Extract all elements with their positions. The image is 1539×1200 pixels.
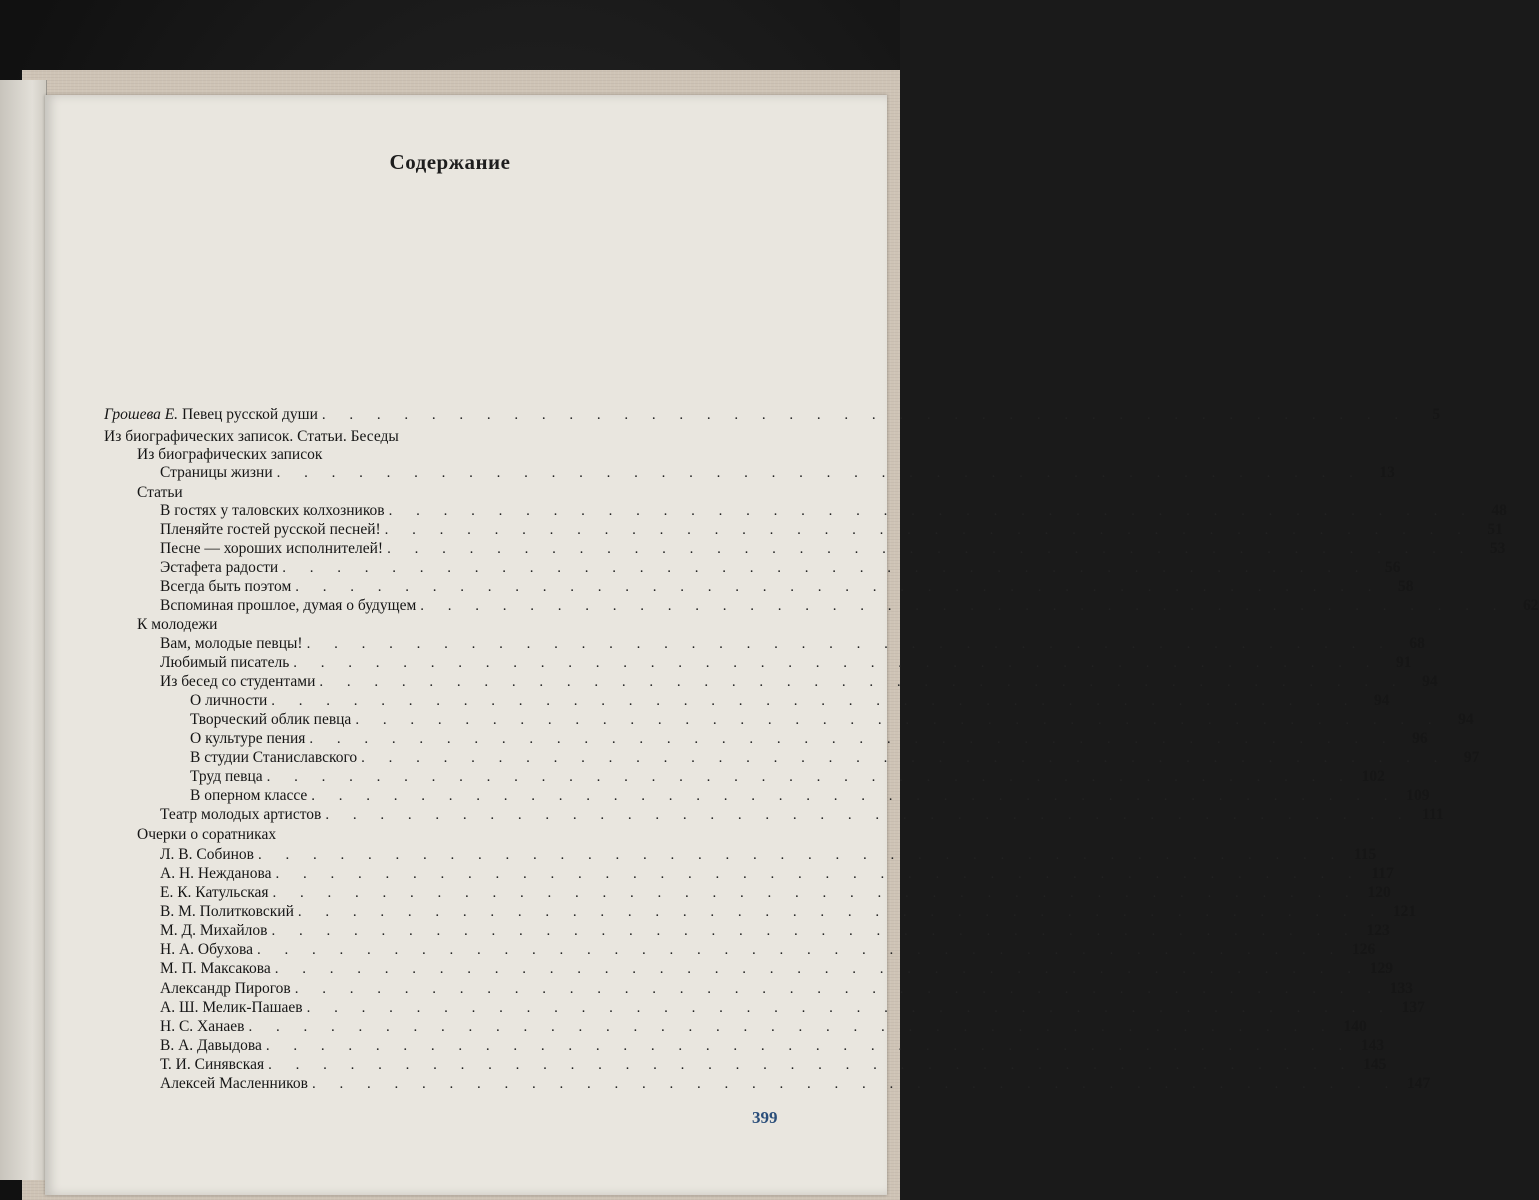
toc-leader-dots: . . . . . . . . . . . . . . . . . . . . . . . . . . . . . . . . . . . . . . . . — [361, 750, 1448, 766]
toc-entry-title: Л. В. Собинов — [160, 846, 254, 863]
toc-entry-page: 120 — [1367, 884, 1391, 901]
toc-leader-dots: . . . . . . . . . . . . . . . . . . . . . . . . . . . . . . . . . . . . . . . . — [271, 693, 1358, 709]
toc-entry-title: В студии Станиславского — [190, 749, 358, 766]
toc-entry-title: В. М. Политковский — [160, 903, 294, 920]
toc-entry-page: 145 — [1363, 1056, 1387, 1073]
page-number: 399 — [752, 1108, 778, 1127]
toc-leader-dots: . . . . . . . . . . . . . . . . . . . . . . . . . . . . . . . . . . . . . . . . — [295, 579, 1382, 595]
toc-entry — [160, 540, 1506, 561]
toc-entry-page: 109 — [1406, 787, 1430, 804]
toc-leader-dots: . . . . . . . . . . . . . . . . . . . . . . . . . . . . . . . . . . . . . . . . — [272, 885, 1359, 901]
toc-entry — [160, 960, 1393, 981]
toc-entry — [160, 846, 1377, 867]
toc-entry-title: А. Ш. Мелик-Пашаев — [160, 999, 303, 1016]
toc-entry — [160, 521, 1503, 542]
toc-entry-page: 143 — [1360, 1037, 1385, 1054]
toc-entry-page: 48 — [1491, 502, 1507, 519]
toc-entry-title: В гостях у таловских колхозников — [160, 502, 385, 519]
toc-entry — [190, 730, 1428, 751]
toc-entry-page: 97 — [1463, 749, 1480, 766]
toc-entry-page: 133 — [1389, 980, 1413, 997]
toc-leader-dots: . . . . . . . . . . . . . . . . . . . . . . . . . . . . . . . . . . . . . . . . — [321, 407, 1409, 423]
toc-entry-page: 62 — [1523, 597, 1539, 614]
toc-entry — [160, 941, 1376, 962]
toc-entry-title: Вам, молодые певцы! — [160, 635, 303, 652]
toc-entry-title: Творческий облик певца — [190, 711, 352, 728]
toc-entry-title: Н. А. Обухова — [160, 941, 254, 958]
toc-entry — [160, 559, 1401, 580]
toc-leader-dots: . . . . . . . . . . . . . . . . . . . . . . . . . . . . . . . . . . . . . . . . — [355, 712, 1442, 728]
toc-entry-title: Всегда быть поэтом — [160, 578, 292, 595]
toc-leader-dots: . . . . . . . . . . . . . . . . . . . . . . . . . . . . . . . . . . . . . . . . — [319, 674, 1406, 690]
toc-leader-dots: . . . . . . . . . . . . . . . . . . . . . . . . . . . . . . . . . . . . . . . . — [248, 1019, 1335, 1035]
toc-entry-page: 94 — [1374, 692, 1390, 709]
toc-entry — [160, 806, 1444, 827]
toc-leader-dots: . . . . . . . . . . . . . . . . . . . . . . . . . . . . . . . . . . . . . . . . — [387, 541, 1474, 557]
toc-entry-title: Т. И. Синявская — [160, 1056, 265, 1073]
toc-leader-dots: . . . . . . . . . . . . . . . . . . . . . . . . . . . . . . . . . . . . . . . . — [311, 788, 1398, 804]
toc-leader-dots: . . . . . . . . . . . . . . . . . . . . . . . . . . . . . . . . . . . . . . . . — [297, 904, 1385, 920]
toc-entry — [160, 865, 1394, 886]
toc-entry-title: Е. К. Катульская — [160, 884, 269, 901]
toc-subsection-heading — [137, 826, 276, 847]
toc-entry-page: 5 — [1432, 406, 1441, 423]
toc-entry-page: 94 — [1422, 673, 1438, 690]
toc-leader-dots: . . . . . . . . . . . . . . . . . . . . . . . . . . . . . . . . . . . . . . . . — [275, 866, 1362, 882]
toc-entry-page: 56 — [1384, 559, 1401, 576]
toc-entry-page: 51 — [1487, 521, 1503, 538]
toc-entry-title: А. Н. Нежданова — [160, 865, 272, 882]
toc-entry-title: В. А. Давыдова — [160, 1037, 262, 1054]
toc-entry — [160, 903, 1417, 924]
toc-entry-title: Пленяйте гостей русской песней! — [160, 521, 381, 538]
toc-entry-page: 121 — [1392, 903, 1417, 920]
toc-entry — [160, 884, 1391, 905]
toc-entry-title: О культуре пения — [190, 730, 306, 747]
toc-entry-page: 13 — [1379, 464, 1395, 481]
toc-entry — [160, 1056, 1387, 1077]
toc-entry — [160, 1037, 1385, 1058]
toc-leader-dots: . . . . . . . . . . . . . . . . . . . . . . . . . . . . . . . . . . . . . . . . — [388, 503, 1475, 519]
toc-entry-page: 147 — [1406, 1075, 1431, 1092]
toc-entry-page: 140 — [1343, 1018, 1367, 1035]
toc-entry — [160, 922, 1390, 943]
toc-entry-page: 94 — [1458, 711, 1474, 728]
toc-subsection-heading — [137, 616, 217, 637]
toc-entry-intro — [104, 406, 1441, 427]
toc-entry — [190, 711, 1474, 732]
toc-entry — [160, 502, 1507, 523]
toc-entry-page: 123 — [1366, 922, 1390, 939]
toc-entry — [160, 1075, 1431, 1096]
toc-entry-page: 115 — [1353, 846, 1377, 863]
toc-entry-page: 91 — [1396, 654, 1412, 671]
toc-leader-dots: . . . . . . . . . . . . . . . . . . . . . . . . . . . . . . . . . . . . . . . . — [282, 560, 1369, 576]
toc-entry-title: Эстафета радости — [160, 559, 279, 576]
toc-entry-page: 111 — [1422, 806, 1444, 823]
toc-entry-page: 58 — [1398, 578, 1414, 595]
toc-entry-title: Страницы жизни — [160, 464, 273, 481]
toc-entry — [190, 749, 1480, 770]
toc-entry — [160, 597, 1539, 618]
toc-entry-title: Александр Пирогов — [160, 980, 291, 997]
toc-leader-dots: . . . . . . . . . . . . . . . . . . . . . . . . . . . . . . . . . . . . . . . . — [271, 923, 1358, 939]
toc-entry-page: 68 — [1409, 635, 1425, 652]
toc-entry — [160, 980, 1413, 1001]
toc-entry-page: 129 — [1369, 960, 1393, 977]
toc-entry-title: Любимый писатель — [160, 654, 290, 671]
toc-leader-dots: . . . . . . . . . . . . . . . . . . . . . . . . . . . . . . . . . . . . . . . . — [293, 655, 1380, 671]
toc-entry-page: 137 — [1401, 999, 1425, 1016]
toc-entry-title: О личности — [190, 692, 268, 709]
toc-entry-page: 53 — [1489, 540, 1506, 557]
toc-entry — [160, 635, 1425, 656]
toc-entry-title: М. Д. Михайлов — [160, 922, 268, 939]
toc-leader-dots: . . . . . . . . . . . . . . . . . . . . . . . . . . . . . . . . . . . . . . . . — [274, 961, 1361, 977]
toc-entry-title: Н. С. Ханаев — [160, 1018, 245, 1035]
toc-entry-title: Грошева Е. Певец русской души — [104, 406, 318, 423]
toc-entry-title: Из бесед со студентами — [160, 673, 316, 690]
toc-leader-dots: . . . . . . . . . . . . . . . . . . . . . . . . . . . . . . . . . . . . . . . . — [309, 731, 1396, 747]
toc-entry — [190, 787, 1430, 808]
page-title: Содержание — [389, 150, 511, 174]
toc-entry-page: 126 — [1352, 941, 1376, 958]
toc-leader-dots: . . . . . . . . . . . . . . . . . . . . . . . . . . . . . . . . . . . . . . . . — [265, 1038, 1353, 1054]
toc-entry-title: М. П. Максакова — [160, 960, 271, 977]
toc-leader-dots: . . . . . . . . . . . . . . . . . . . . . . . . . . . . . . . . . . . . . . . . — [306, 636, 1393, 652]
toc-entry — [160, 464, 1395, 485]
toc-entry-title: Алексей Масленников — [160, 1075, 308, 1092]
toc-entry — [190, 692, 1390, 713]
toc-leader-dots: . . . . . . . . . . . . . . . . . . . . . . . . . . . . . . . . . . . . . . . . — [266, 769, 1353, 785]
toc-entry-title: Вспоминая прошлое, думая о будущем — [160, 597, 417, 614]
toc-leader-dots: . . . . . . . . . . . . . . . . . . . . . . . . . . . . . . . . . . . . . . . . — [257, 942, 1344, 958]
toc-leader-dots: . . . . . . . . . . . . . . . . . . . . . . . . . . . . . . . . . . . . . . . . — [306, 1000, 1393, 1016]
toc-entry — [160, 1018, 1367, 1039]
toc-leader-dots: . . . . . . . . . . . . . . . . . . . . . . . . . . . . . . . . . . . . . . . . — [294, 981, 1381, 997]
toc-entry-title: Труд певца — [190, 768, 263, 785]
toc-entry — [160, 673, 1438, 694]
toc-entry — [190, 768, 1385, 789]
toc-entry — [160, 578, 1414, 599]
toc-entry-title: Театр молодых артистов — [160, 806, 322, 823]
toc-entry-author: Грошева Е. — [104, 406, 179, 423]
toc-entry-title: В оперном классе — [190, 787, 308, 804]
toc-entry-page: 102 — [1361, 768, 1385, 785]
toc-leader-dots: . . . . . . . . . . . . . . . . . . . . . . . . . . . . . . . . . . . . . . . . — [276, 465, 1363, 481]
toc-entry-title: Из биографических записок — [137, 446, 323, 463]
toc-leader-dots: . . . . . . . . . . . . . . . . . . . . . . . . . . . . . . . . . . . . . . . . — [257, 847, 1345, 863]
toc-entry — [160, 654, 1412, 675]
toc-leader-dots: . . . . . . . . . . . . . . . . . . . . . . . . . . . . . . . . . . . . . . . . — [384, 522, 1471, 538]
toc-leader-dots: . . . . . . . . . . . . . . . . . . . . . . . . . . . . . . . . . . . . . . . . — [325, 807, 1412, 823]
toc-entry — [160, 999, 1425, 1020]
toc-entry-title: Статьи — [137, 484, 183, 501]
toc-entry-title: Из биографических записок. Статьи. Беседы — [104, 428, 399, 445]
toc-entry-title: Очерки о соратниках — [137, 826, 277, 843]
toc-entry-page: 117 — [1371, 865, 1394, 882]
toc-leader-dots: . . . . . . . . . . . . . . . . . . . . . . . . . . . . . . . . . . . . . . . . — [420, 598, 1507, 614]
toc-entry-title: Песне — хороших исполнителей! — [160, 540, 384, 557]
toc-entry-page: 96 — [1412, 730, 1428, 747]
toc-entry-title: К молодежи — [137, 616, 218, 633]
toc-leader-dots: . . . . . . . . . . . . . . . . . . . . . . . . . . . . . . . . . . . . . . . . — [311, 1076, 1399, 1092]
toc-leader-dots: . . . . . . . . . . . . . . . . . . . . . . . . . . . . . . . . . . . . . . . . — [268, 1057, 1355, 1073]
